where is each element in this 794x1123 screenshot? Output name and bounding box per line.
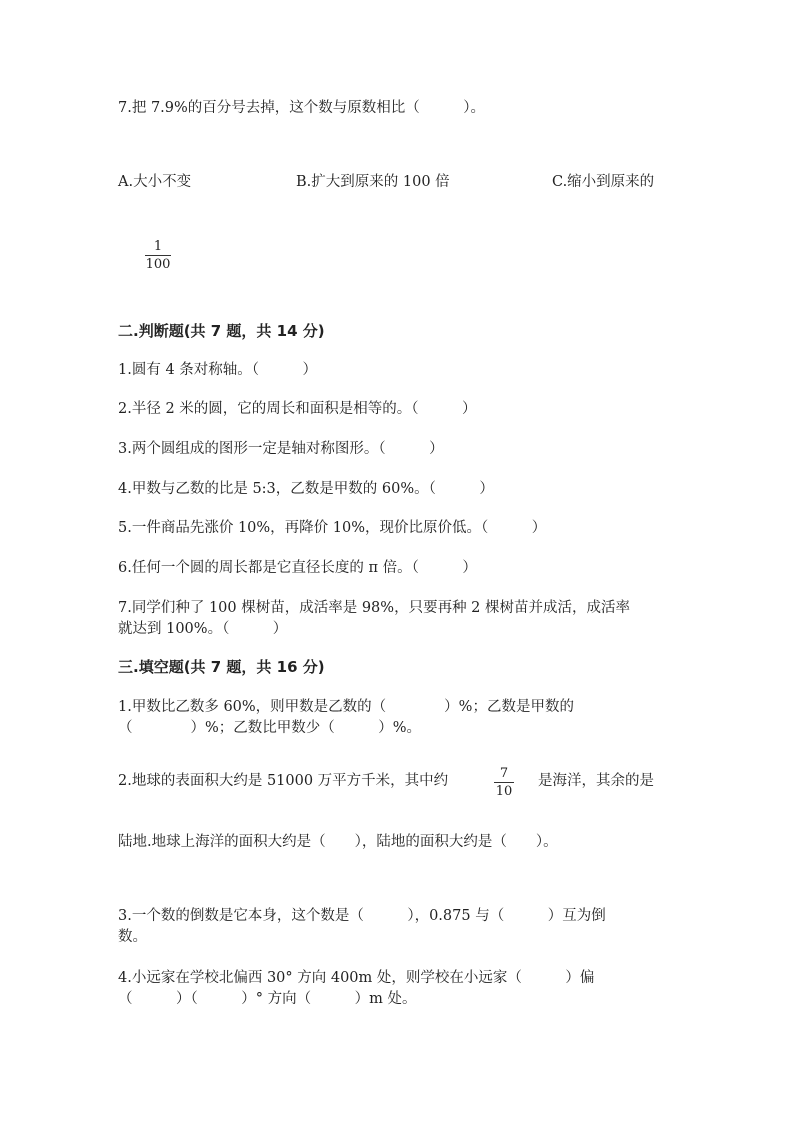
fill-q2-after: 是海洋，其余的是 [538, 773, 654, 789]
judge-item-2: 2.半径 2 米的圆，它的周长和面积是相等的。（ ） [118, 401, 477, 417]
fraction-denominator: 100 [145, 257, 171, 272]
judge-item-1: 1.圆有 4 条对称轴。（ ） [118, 362, 318, 378]
judge-item-7-line-1: 7.同学们种了 100 棵树苗，成活率是 98%，只要再种 2 棵树苗并成活，成活率 [118, 600, 631, 616]
fraction-numerator: 1 [153, 239, 163, 254]
judge-item-3: 3.两个圆组成的图形一定是轴对称图形。（ ） [118, 441, 444, 457]
fill-q4-line-2: （ ）（ ）° 方向（ ）m 处。 [118, 991, 417, 1007]
fraction-numerator: 7 [499, 766, 509, 781]
fraction-bar [145, 255, 171, 256]
option-b: B.扩大到原来的 100 倍 [296, 174, 450, 190]
option-c-fraction [145, 239, 171, 272]
judge-item-7-line-2: 就达到 100%。（ ） [118, 621, 288, 637]
fraction-denominator: 10 [495, 784, 513, 799]
judge-item-4: 4.甲数与乙数的比是 5:3，乙数是甲数的 60%。（ ） [118, 481, 494, 497]
fill-q2-line-2: 陆地.地球上海洋的面积大约是（ ），陆地的面积大约是（ ）。 [118, 834, 558, 850]
question-7-stem: 7.把 7.9%的百分号去掉，这个数与原数相比（ ）。 [118, 100, 486, 116]
fill-q3-line-1: 3.一个数的倒数是它本身，这个数是（ ），0.875 与（ ）互为倒 [118, 908, 606, 924]
fill-q2-fraction [494, 766, 514, 799]
fill-q1-line-1: 1.甲数比乙数多 60%，则甲数是乙数的（ ）%；乙数是甲数的 [118, 699, 574, 715]
option-a: A.大小不变 [118, 174, 192, 190]
fill-q4-line-1: 4.小远家在学校北偏西 30° 方向 400m 处，则学校在小远家（ ）偏 [118, 970, 595, 986]
option-c: C.缩小到原来的 [552, 174, 655, 190]
fill-q2-before: 2.地球的表面积大约是 51000 万平方千米，其中约 [118, 773, 449, 789]
fill-q3-line-2: 数。 [118, 929, 147, 945]
section-3-heading: 三.填空题(共 7 题，共 16 分) [118, 658, 325, 676]
fraction-bar [494, 782, 514, 783]
judge-item-5: 5.一件商品先涨价 10%，再降价 10%，现价比原价低。（ ） [118, 520, 547, 536]
section-2-heading: 二.判断题(共 7 题，共 14 分) [118, 322, 325, 340]
judge-item-6: 6.任何一个圆的周长都是它直径长度的 π 倍。（ ） [118, 560, 477, 576]
fill-q1-line-2: （ ）%；乙数比甲数少（ ）%。 [118, 720, 422, 736]
